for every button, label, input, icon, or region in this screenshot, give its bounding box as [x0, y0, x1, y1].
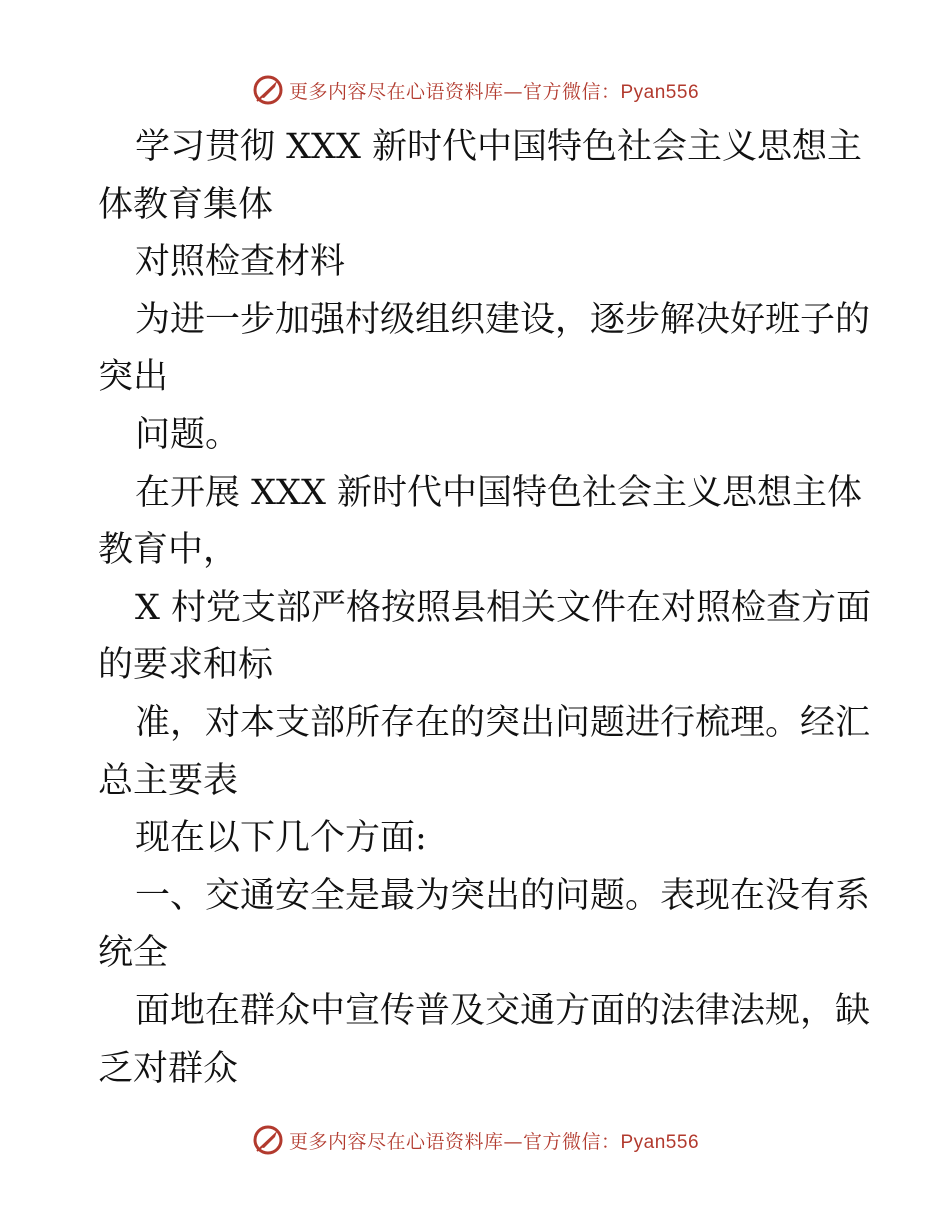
- text-line: 的要求和标: [98, 645, 274, 686]
- document-body: [98, 119, 872, 1098]
- wechat-id: Pyan556: [620, 81, 700, 103]
- text-line: 突出: [98, 357, 169, 398]
- watermark-text: 更多内容尽在心语资料库—官方微信：Pyan556: [288, 80, 700, 103]
- text-line: 体教育集体: [98, 184, 274, 225]
- wechat-id: Pyan556: [620, 1131, 700, 1153]
- text-line: 为进一步加强村级组织建设，逐步解决好班子的: [135, 299, 871, 340]
- text-line: 乏对群众: [98, 1048, 239, 1089]
- quill-logo-icon: [251, 1123, 285, 1157]
- text-line: 学习贯彻 XXX 新时代中国特色社会主义思想主: [135, 127, 863, 167]
- text-line: 统全: [98, 933, 169, 974]
- text-line: 在开展 XXX 新时代中国特色社会主义思想主体: [135, 472, 863, 513]
- text-line: 教育中，: [98, 530, 239, 571]
- quill-logo-icon: [251, 73, 285, 107]
- text-line: 问题。: [135, 414, 241, 455]
- text-line: X 村党支部严格按照县相关文件在对照检查方面: [135, 587, 872, 628]
- text-line: 对照检查材料: [135, 242, 346, 283]
- text-line: 面地在群众中宣传普及交通方面的法律法规，缺: [135, 990, 871, 1031]
- text-line: 准，对本支部所存在的突出问题进行梳理。经汇: [135, 702, 871, 743]
- text-line: 现在以下几个方面:: [135, 818, 427, 859]
- watermark-footer: [0, 1120, 950, 1160]
- watermark-text: 更多内容尽在心语资料库—官方微信：Pyan556: [288, 1130, 700, 1153]
- watermark-header: [0, 70, 950, 110]
- text-line: 总主要表: [98, 760, 239, 801]
- text-line: 一、交通安全是最为突出的问题。表现在没有系: [135, 875, 871, 916]
